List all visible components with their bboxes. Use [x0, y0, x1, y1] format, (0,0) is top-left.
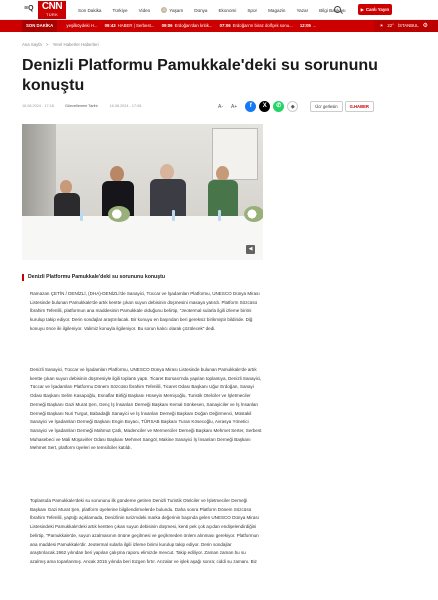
- article-meta: [22, 104, 151, 108]
- nav-item[interactable]: ☺ Yaşam: [162, 7, 184, 13]
- article-paragraph: Ramazan ÇETİN / DENİZLİ, (DHA)-DENİZLİ'de Sanayici, Tüccar ve İşadamları Platformu, UNESCO Dünya Mirası Listesinde bulunan Pamukkale'de artık kentte çıkan suyun debisinin düşmesini masaya yatırdı. Platform Sözcüsü İbrahim Tefenlili, platformun ana maddesinin Pamukkale olduğunu belirtip, "Jeotermal sularla ilgili izleme birimi kurulup takip ediyor. Derin sondajlar araştırılacak. Bir konuyu en başından beri gereksiz birikmiştir bildiride. Diğ konuyu önce iki ilgileniyor. Valimiz konuyla ilgileniyor. Bu sorun kalıcı olarak çözülecek" dedi.: [30, 291, 260, 331]
- nav-item[interactable]: Video: [138, 7, 151, 13]
- facebook-icon[interactable]: f: [245, 101, 256, 112]
- google-news-button[interactable]: G.HABER: [345, 101, 374, 112]
- ticker-item[interactable]: 12:05 ...: [299, 23, 317, 28]
- speaker-icon[interactable]: ◀: [246, 245, 255, 254]
- article-title: Denizli Platformu Pamukkale'deki su sorununu konuştu: [22, 57, 378, 94]
- cnn-turk-logo[interactable]: [38, 1, 66, 19]
- article-photo[interactable]: [22, 124, 263, 260]
- x-icon[interactable]: X: [259, 101, 270, 112]
- logo-sub: TÜRK: [45, 12, 59, 17]
- article-paragraph: Denizli Sanayici, Tüccar ve İşadamları Platformu, UNESCO Dünya Mirası Listesinde bulunan Pamukkale'de artık kentte çıkan suyun debisinin düşmesiyle ilgili toplantı yaptı. Ticaret Borsası'nda yapılan toplantıya, Denizli Sanayici, Tüccar ve İşadamları Platformu Dönem Sözcüsü İbrahim Tefenlili, Ticaret Odası Başkanı Uğur Erdoğan, Sanayi Odası Başkanı Selim Kasapoğlu, Esnaflar Birliği Başkanı Hüseyin Memişoğlu, Turistik Otelciler ve İşletmeciler Derneği Başkanı Gazi Murat Şen, Genç İş İnsanları Derneği Başkanı Kemal Sönkesen, Sanayiciler ve İş İnsanları Derneği Başkanı Nuri Turgut, Babadağlı Sanayici ve İş İnsanları Derneği Başkanı Doğan Değirmenci, Müstakil Sanayici ve İşadamları Derneği Başkanı Engin Boyacı, TÜRSAB Başkanı Turan Kösecoğlu, Avrasya Yönetici Sanayici ve İşadamları Derneği Mahmut Çatlı, Madenciler ve Mermerciler Derneği Başkanı Mehmet Serter, Serbest Muhasebeci ve Mali Müşavirler Odası Başkanı Mehmet Sangöl, Makine Sanayici İş İnsanları Derneği Başkanı Mehmet Sert, platform üyeleri ve temsilciler katıldı.: [30, 367, 262, 451]
- updated-date: 16.08.2024 - 17:08: [109, 104, 142, 108]
- photo-bottle: [218, 210, 221, 221]
- ticker-item[interactable]: 07:06 Erdoğan'ın biraz dolfçek sonu...: [219, 23, 293, 28]
- play-icon: ▶: [360, 7, 364, 12]
- photo-table: [22, 216, 263, 260]
- breadcrumb-category[interactable]: Yerel Haberler Haberleri: [52, 42, 99, 47]
- ticker-item[interactable]: 09:43 HABER | Serbest...: [104, 23, 155, 28]
- article-caption: Denizli Platformu Pamukkale'deki su sorununu konuştu: [22, 274, 263, 281]
- article-paragraph: Toplantıda Pamukkale'deki su sorununu ilk gündeme getiren Denizli Turistik Otelciler ve İşletmeciler Derneği Başkanı Gazi Murat Şen, platform üyelerine bilgilendirmelerde bulundu. Daha sonra Platform Dönem Sözcüsü İbrahim Tefenlili, yaptığı açıklamada, Denizlinin turizmdeki marka değerinin başında gelen UNESCO Dünya Mirası Listesindeki Pamukkale'deki artık kentten çıkan suyun debisinin düşmesi, kenti pek çok açıdan endişelendirdiğini belirtip, "Pamukkale'de, suyun azalmasının önüne geçilmesi ve geçikmeden önlem alınması gerekiyor. Platformun ana maddesi Pamukkale'dir. Jeotermal sularla ilgili izleme birimi kurulup takip ediyor. Derin sondajlar araştırılacak.1962 yılından beri yapılan çalışma raporu elimizde mevcut. Takip ediliyor. Zaman zaman bu su azalmış ama toparlanmış. Ancak 2015 yılında beri tüzgen fırtır. Arızalar ve işlek aşağı sonra; ciddi su zamanı. Biz: [30, 498, 259, 564]
- nav-item[interactable]: Yazar: [296, 7, 309, 13]
- ticker-item[interactable]: 09:06 Erdoğan'dan kritik...: [161, 23, 213, 28]
- main-nav: [78, 0, 357, 20]
- yasam-icon: ☺: [162, 7, 167, 12]
- published-date: 16.08.2024 - 17:18: [22, 104, 54, 108]
- nav-item[interactable]: Dünya: [194, 7, 208, 13]
- nav-item[interactable]: Bilgi Bankası: [319, 7, 346, 13]
- menu-icon[interactable]: ≡Q: [24, 5, 34, 12]
- nav-item[interactable]: Son Dakika: [78, 7, 102, 13]
- nav-item[interactable]: Spor: [247, 7, 258, 13]
- font-increase-button[interactable]: A+: [231, 103, 238, 110]
- updated-label: Güncellenme Tarihi:: [64, 104, 99, 108]
- ticker-label: SON DAKİKA: [22, 20, 57, 32]
- breadcrumb-separator: >: [46, 42, 49, 47]
- weather-city: İSTANBUL: [397, 23, 419, 28]
- nav-item[interactable]: Türkiye: [112, 7, 128, 13]
- ticker-item[interactable]: yeşilköydeki H...: [66, 23, 98, 28]
- follow-button[interactable]: Ücr gerlesin: [310, 101, 342, 112]
- live-button[interactable]: ▶ Canlı Yayın: [358, 4, 392, 15]
- bookmark-icon[interactable]: ◈: [287, 101, 298, 112]
- photo-bottle: [80, 210, 83, 221]
- weather-temp: 22°: [387, 23, 394, 28]
- share-bar: [218, 101, 374, 112]
- whatsapp-icon[interactable]: ✆: [273, 101, 284, 112]
- logo-main: CNN: [41, 1, 63, 12]
- nav-item[interactable]: Ekonomi: [218, 7, 237, 13]
- breadcrumb: [22, 42, 102, 47]
- gear-icon[interactable]: ⚙: [422, 23, 428, 29]
- photo-flowers: [244, 206, 263, 222]
- font-decrease-button[interactable]: A-: [218, 103, 223, 110]
- photo-bottle: [172, 210, 175, 221]
- breadcrumb-home[interactable]: Ana Sayfa: [22, 42, 42, 47]
- photo-flowers: [108, 206, 130, 222]
- breaking-news-ticker: [0, 20, 438, 32]
- search-icon[interactable]: [334, 6, 341, 13]
- weather-widget[interactable]: [374, 20, 438, 32]
- nav-item[interactable]: Magazin: [268, 7, 286, 13]
- weather-icon: ☀: [379, 23, 384, 28]
- top-header: [0, 0, 438, 20]
